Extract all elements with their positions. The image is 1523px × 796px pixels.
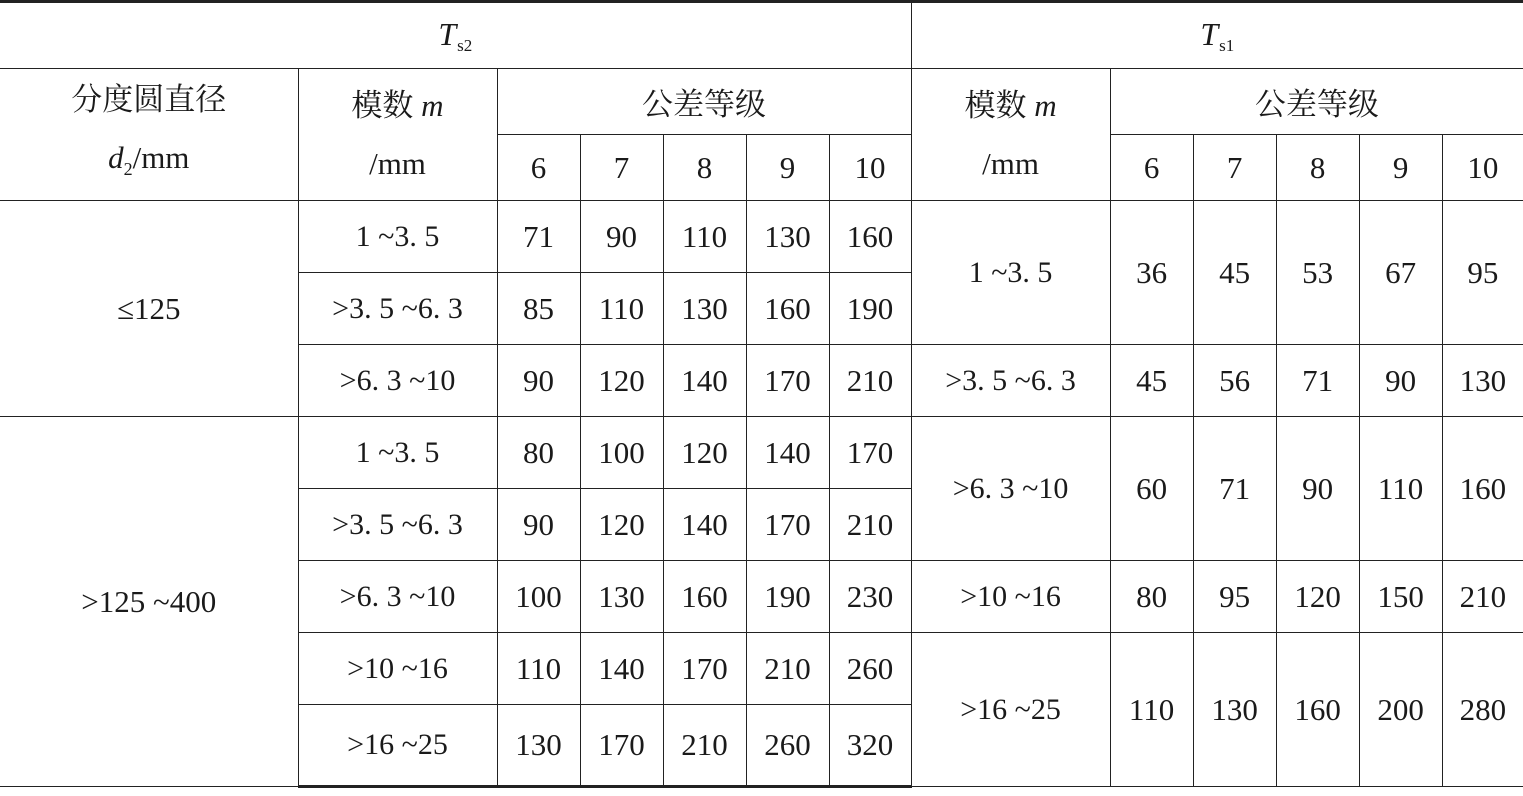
value-cell: 36 [1110,201,1193,345]
diameter-header [0,69,298,201]
value-cell: 60 [1110,417,1193,561]
ts2-module-unit: /mm [369,145,426,181]
value-cell: 120 [580,489,663,561]
value-cell: 95 [1193,561,1276,633]
value-cell: 80 [1110,561,1193,633]
ts1-module-header [911,69,1110,201]
value-cell: 170 [663,633,746,705]
value-cell: 160 [829,201,911,273]
value-cell: 130 [1442,345,1523,417]
ts2-grade-7: 7 [580,135,663,201]
value-cell: 210 [663,705,746,787]
value-cell: 170 [746,345,829,417]
diameter-unit: $d_2/mm$ [108,139,190,180]
ts1-symbol: $T_{s1}$ [1200,15,1235,55]
ts1-grade-9: 9 [1359,135,1442,201]
value-cell: 140 [746,417,829,489]
value-cell: 210 [746,633,829,705]
value-cell: 120 [663,417,746,489]
ts2-grade-8: 8 [663,135,746,201]
ts2-header [0,2,911,69]
ts2-grade-10: 10 [829,135,911,201]
module-cell: >3. 5 ~6. 3 [298,489,497,561]
value-cell: 90 [497,489,580,561]
value-cell: 110 [1359,417,1442,561]
ts1-grade-6: 6 [1110,135,1193,201]
value-cell: 90 [497,345,580,417]
ts1-grade-header: 公差等级 [1110,69,1523,135]
diameter-cell: >125 ~400 [0,417,298,787]
value-cell: 67 [1359,201,1442,345]
value-cell: 150 [1359,561,1442,633]
ts1-grade-8: 8 [1276,135,1359,201]
module-cell: >10 ~16 [298,633,497,705]
value-cell: 130 [580,561,663,633]
table-row [0,201,1523,273]
value-cell: 320 [829,705,911,787]
value-cell: 190 [746,561,829,633]
value-cell: 130 [1193,633,1276,787]
value-cell: 90 [1276,417,1359,561]
value-cell: 110 [1110,633,1193,787]
ts1-module-label: 模数 m [964,87,1057,124]
value-cell: 130 [746,201,829,273]
ts2-grade-6: 6 [497,135,580,201]
module-cell: >6. 3 ~10 [298,345,497,417]
value-cell: 130 [663,273,746,345]
value-cell: 45 [1193,201,1276,345]
value-cell: 110 [580,273,663,345]
ts2-module-header [298,69,497,201]
value-cell: 110 [497,633,580,705]
value-cell: 210 [829,489,911,561]
ts1-grade-7: 7 [1193,135,1276,201]
value-cell: 100 [497,561,580,633]
value-cell: 170 [829,417,911,489]
value-cell: 120 [580,345,663,417]
value-cell: 230 [829,561,911,633]
ts2-grade-header: 公差等级 [497,69,911,135]
diameter-cell: ≤125 [0,201,298,417]
value-cell: 120 [1276,561,1359,633]
value-cell: 160 [746,273,829,345]
module-cell: >10 ~16 [911,561,1110,633]
module-cell: >3. 5 ~6. 3 [911,345,1110,417]
value-cell: 260 [746,705,829,787]
value-cell: 280 [1442,633,1523,787]
module-cell: 1 ~3. 5 [298,201,497,273]
module-cell: >16 ~25 [298,705,497,787]
value-cell: 90 [580,201,663,273]
value-cell: 170 [746,489,829,561]
ts2-grade-9: 9 [746,135,829,201]
table-row [0,417,1523,489]
value-cell: 170 [580,705,663,787]
ts1-header [911,2,1523,69]
value-cell: 200 [1359,633,1442,787]
value-cell: 53 [1276,201,1359,345]
header-row-symbols [0,2,1523,69]
module-cell: 1 ~3. 5 [911,201,1110,345]
value-cell: 140 [663,489,746,561]
module-cell: 1 ~3. 5 [298,417,497,489]
value-cell: 140 [663,345,746,417]
value-cell: 190 [829,273,911,345]
value-cell: 45 [1110,345,1193,417]
value-cell: 71 [1276,345,1359,417]
value-cell: 260 [829,633,911,705]
ts1-module-unit: /mm [982,145,1039,181]
value-cell: 210 [1442,561,1523,633]
value-cell: 160 [1276,633,1359,787]
module-cell: >6. 3 ~10 [911,417,1110,561]
value-cell: 160 [1442,417,1523,561]
value-cell: 80 [497,417,580,489]
value-cell: 140 [580,633,663,705]
value-cell: 100 [580,417,663,489]
ts2-module-label: 模数 m [351,87,444,124]
value-cell: 210 [829,345,911,417]
value-cell: 95 [1442,201,1523,345]
value-cell: 85 [497,273,580,345]
ts2-symbol: $T_{s2}$ [438,15,473,55]
ts1-grade-10: 10 [1442,135,1523,201]
module-cell: >16 ~25 [911,633,1110,787]
header-row-labels [0,69,1523,135]
module-cell: >3. 5 ~6. 3 [298,273,497,345]
value-cell: 160 [663,561,746,633]
value-cell: 110 [663,201,746,273]
value-cell: 130 [497,705,580,787]
value-cell: 90 [1359,345,1442,417]
value-cell: 71 [497,201,580,273]
module-cell: >6. 3 ~10 [298,561,497,633]
value-cell: 71 [1193,417,1276,561]
diameter-label: 分度圆直径 [71,81,227,118]
value-cell: 56 [1193,345,1276,417]
